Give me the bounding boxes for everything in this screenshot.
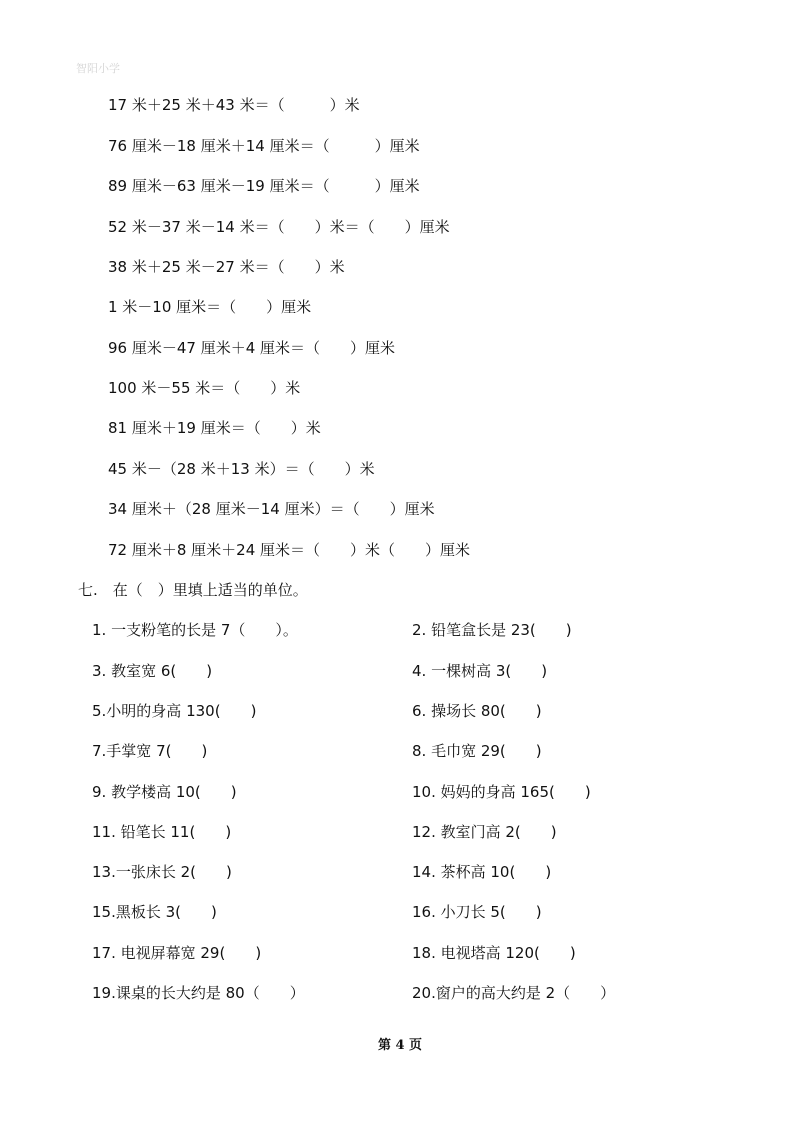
calc-line-6: 1 米－10 厘米＝（ ）厘米 xyxy=(108,298,312,316)
calc-line-11: 34 厘米＋（28 厘米－14 厘米）＝（ ）厘米 xyxy=(108,500,435,518)
unit-question-13: 13.一张床长 2( ) xyxy=(92,863,232,881)
unit-question-7: 7.手掌宽 7( ) xyxy=(92,742,208,760)
calc-line-10: 45 米－（28 米＋13 米）＝（ ）米 xyxy=(108,460,375,478)
watermark-text: 智阳小学 xyxy=(76,62,120,75)
unit-question-20: 20.窗户的高大约是 2（ ） xyxy=(412,984,616,1002)
unit-question-17: 17. 电视屏幕宽 29( ) xyxy=(92,944,262,962)
unit-question-8: 8. 毛巾宽 29( ) xyxy=(412,742,542,760)
unit-question-5: 5.小明的身高 130( ) xyxy=(92,702,257,720)
unit-question-14: 14. 茶杯高 10( ) xyxy=(412,863,552,881)
calc-line-12: 72 厘米＋8 厘米＋24 厘米＝（ ）米（ ）厘米 xyxy=(108,541,471,559)
calc-line-5: 38 米＋25 米－27 米＝（ ）米 xyxy=(108,258,345,276)
unit-question-11: 11. 铅笔长 11( ) xyxy=(92,823,232,841)
calc-line-8: 100 米－55 米＝（ ）米 xyxy=(108,379,301,397)
calc-line-3: 89 厘米－63 厘米－19 厘米＝（ ）厘米 xyxy=(108,177,420,195)
unit-question-15: 15.黑板长 3( ) xyxy=(92,903,217,921)
unit-question-12: 12. 教室门高 2( ) xyxy=(412,823,557,841)
unit-question-18: 18. 电视塔高 120( ) xyxy=(412,944,576,962)
calc-line-9: 81 厘米＋19 厘米＝（ ）米 xyxy=(108,419,321,437)
calc-line-4: 52 米－37 米－14 米＝（ ）米＝（ ）厘米 xyxy=(108,218,450,236)
unit-question-9: 9. 教学楼高 10( ) xyxy=(92,783,237,801)
unit-question-3: 3. 教室宽 6( ) xyxy=(92,662,213,680)
section-7-title: 七. 在（ ）里填上适当的单位。 xyxy=(78,581,308,599)
unit-question-4: 4. 一棵树高 3( ) xyxy=(412,662,548,680)
calc-line-7: 96 厘米－47 厘米＋4 厘米＝（ ）厘米 xyxy=(108,339,396,357)
unit-question-2: 2. 铅笔盒长是 23( ) xyxy=(412,621,572,639)
page-number: 第 4 页 xyxy=(377,1038,423,1053)
unit-question-10: 10. 妈妈的身高 165( ) xyxy=(412,783,591,801)
unit-question-16: 16. 小刀长 5( ) xyxy=(412,903,542,921)
unit-question-1: 1. 一支粉笔的长是 7（ ）。 xyxy=(92,621,298,639)
unit-question-6: 6. 操场长 80( ) xyxy=(412,702,542,720)
calc-line-1: 17 米＋25 米＋43 米＝（ ）米 xyxy=(108,96,360,114)
unit-question-19: 19.课桌的长大约是 80（ ） xyxy=(92,984,305,1002)
calc-line-2: 76 厘米－18 厘米＋14 厘米＝（ ）厘米 xyxy=(108,137,420,155)
